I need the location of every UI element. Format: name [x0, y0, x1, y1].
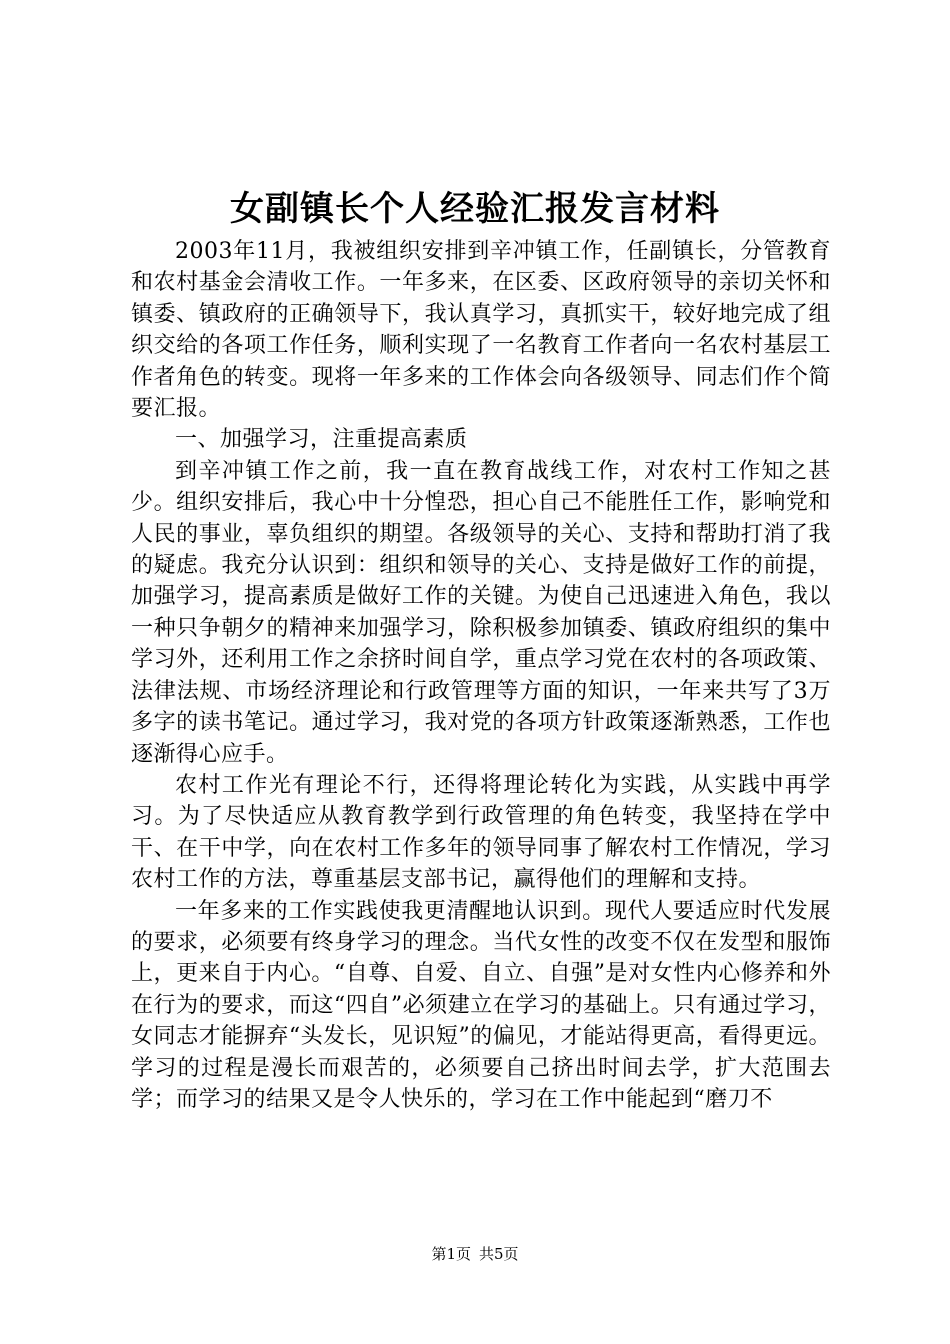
paragraph-study-2: 农村工作光有理论不行，还得将理论转化为实践，从实践中再学习。为了尽快适应从教育教学到行政管理的角色转变，我坚持在学中干、在干中学，向在农村工作多年的领导同事了解农村工作情况，学习农村工作的方法，尊重基层支部书记，赢得他们的理解和支持。 [131, 772, 831, 893]
section-heading-study: 一、加强学习，注重提高素质 [175, 427, 468, 453]
page-footer [0, 1244, 950, 1264]
paragraph-study-1: 到辛冲镇工作之前，我一直在教育战线工作，对农村工作知之甚少。组织安排后，我心中十分惶恐，担心自己不能胜任工作，影响党和人民的事业，辜负组织的期望。各级领导的关心、支持和帮助打消了我的疑虑。我充分认识到：组织和领导的关心、支持是做好工作的前提，加强学习，提高素质是做好工作的关键。为使自己迅速进入角色，我以一种只争朝夕的精神来加强学习，除积极参加镇委、镇政府组织的集中学习外，还利用工作之余挤时间自学，重点学习党在农村的各项政策、法律法规、市场经济理论和行政管理等方面的知识，一年来共写了3万多字的读书笔记。通过学习，我对党的各项方针政策逐渐熟悉，工作也逐渐得心应手。 [131, 458, 831, 767]
document-body [131, 236, 831, 1115]
paragraph-intro: 2003年11月，我被组织安排到辛冲镇工作，任副镇长，分管教育和农村基金会清收工作。一年多来，在区委、区政府领导的亲切关怀和镇委、镇政府的正确领导下，我认真学习，真抓实干，较好地完成了组织交给的各项工作任务，顺利实现了一名教育工作者向一名农村基层工作者角色的转变。现将一年多来的工作体会向各级领导、同志们作个简要汇报。 [131, 239, 831, 422]
page-number: 第1页 [431, 1245, 471, 1263]
document-title: 女副镇长个人经验汇报发言材料 [230, 189, 720, 229]
page-total: 共5页 [479, 1245, 519, 1263]
paragraph-study-3: 一年多来的工作实践使我更清醒地认识到。现代人要适应时代发展的要求，必须要有终身学习的理念。当代女性的改变不仅在发型和服饰上，更来自于内心。“自尊、自爱、自立、自强”是对女性内心修养和外在行为的要求，而这“四自”必须建立在学习的基础上。只有通过学习，女同志才能摒弃“头发长，见识短”的偏见，才能站得更高，看得更远。学习的过程是漫长而艰苦的，必须要自己挤出时间去学，扩大范围去学；而学习的结果又是令人快乐的，学习在工作中能起到“磨刀不 [131, 898, 831, 1112]
